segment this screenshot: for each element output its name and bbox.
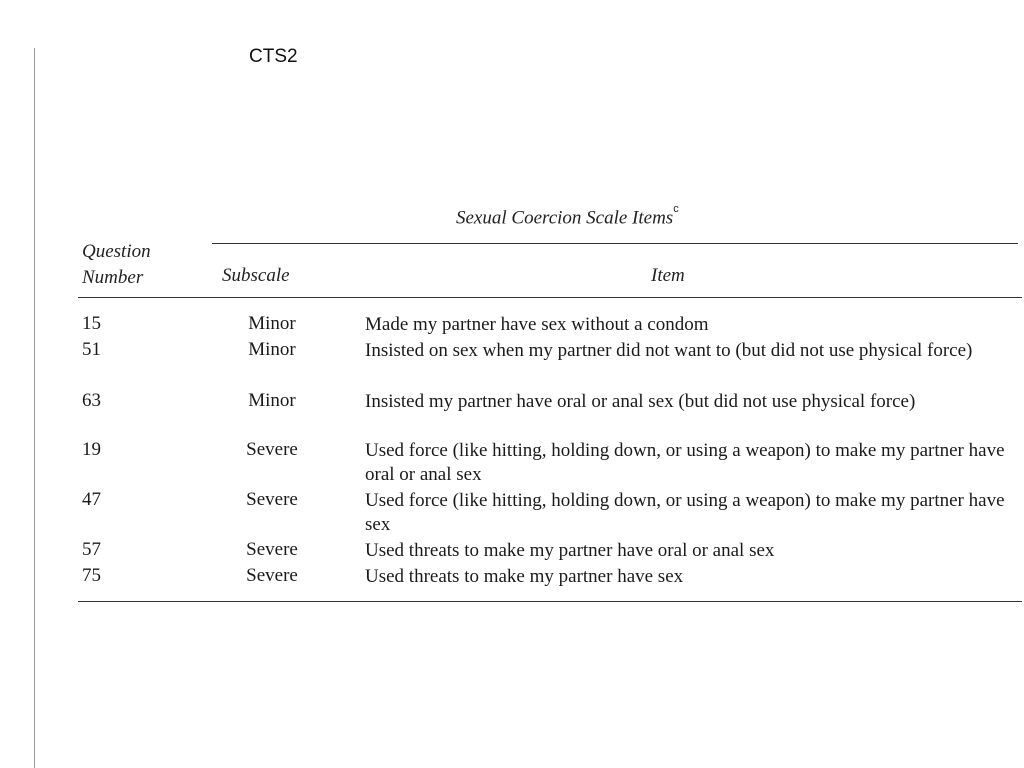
- column-header-item: Item: [651, 265, 685, 286]
- column-header-subscale: Subscale: [222, 265, 290, 286]
- table-bottom-rule: [78, 601, 1022, 602]
- page-edge-line: [34, 48, 35, 768]
- item-cell: Insisted on sex when my partner did not want to (but did not use physical force): [365, 340, 973, 361]
- question-number-cell: 19: [82, 439, 101, 460]
- table-title: [456, 203, 679, 229]
- subscale-cell: Minor: [248, 339, 296, 360]
- item-cell: Insisted my partner have oral or anal sex (but did not use physical force): [365, 391, 916, 412]
- column-header-question-line1: Question: [82, 241, 151, 262]
- question-number-cell: 47: [82, 489, 101, 510]
- item-cell: Used force (like hitting, holding down, or using a weapon) to make my partner have oral or anal sex: [365, 440, 1005, 485]
- question-number-cell: 75: [82, 565, 101, 586]
- subscale-cell: Minor: [248, 313, 296, 334]
- item-cell: Used threats to make my partner have oral or anal sex: [365, 540, 775, 561]
- column-header-question-line2: Number: [82, 267, 144, 288]
- table-title-text: Sexual Coercion Scale Items: [456, 207, 674, 229]
- item-cell: Made my partner have sex without a condom: [365, 314, 709, 335]
- question-number-cell: 57: [82, 539, 101, 560]
- table-header-rule: [78, 297, 1022, 298]
- item-cell: Used threats to make my partner have sex: [365, 566, 684, 587]
- table-top-rule: [212, 243, 1018, 244]
- table-title-superscript: c: [673, 203, 679, 215]
- subscale-cell: Severe: [246, 489, 298, 510]
- subscale-cell: Severe: [246, 565, 298, 586]
- question-number-cell: 63: [82, 390, 101, 411]
- page-header-label: CTS2: [249, 46, 298, 67]
- item-cell: Used force (like hitting, holding down, or using a weapon) to make my partner have sex: [365, 490, 1005, 535]
- column-header-question-number: [82, 239, 151, 291]
- subscale-cell: Minor: [248, 390, 296, 411]
- subscale-cell: Severe: [246, 439, 298, 460]
- subscale-cell: Severe: [246, 539, 298, 560]
- question-number-cell: 15: [82, 313, 101, 334]
- question-number-cell: 51: [82, 339, 101, 360]
